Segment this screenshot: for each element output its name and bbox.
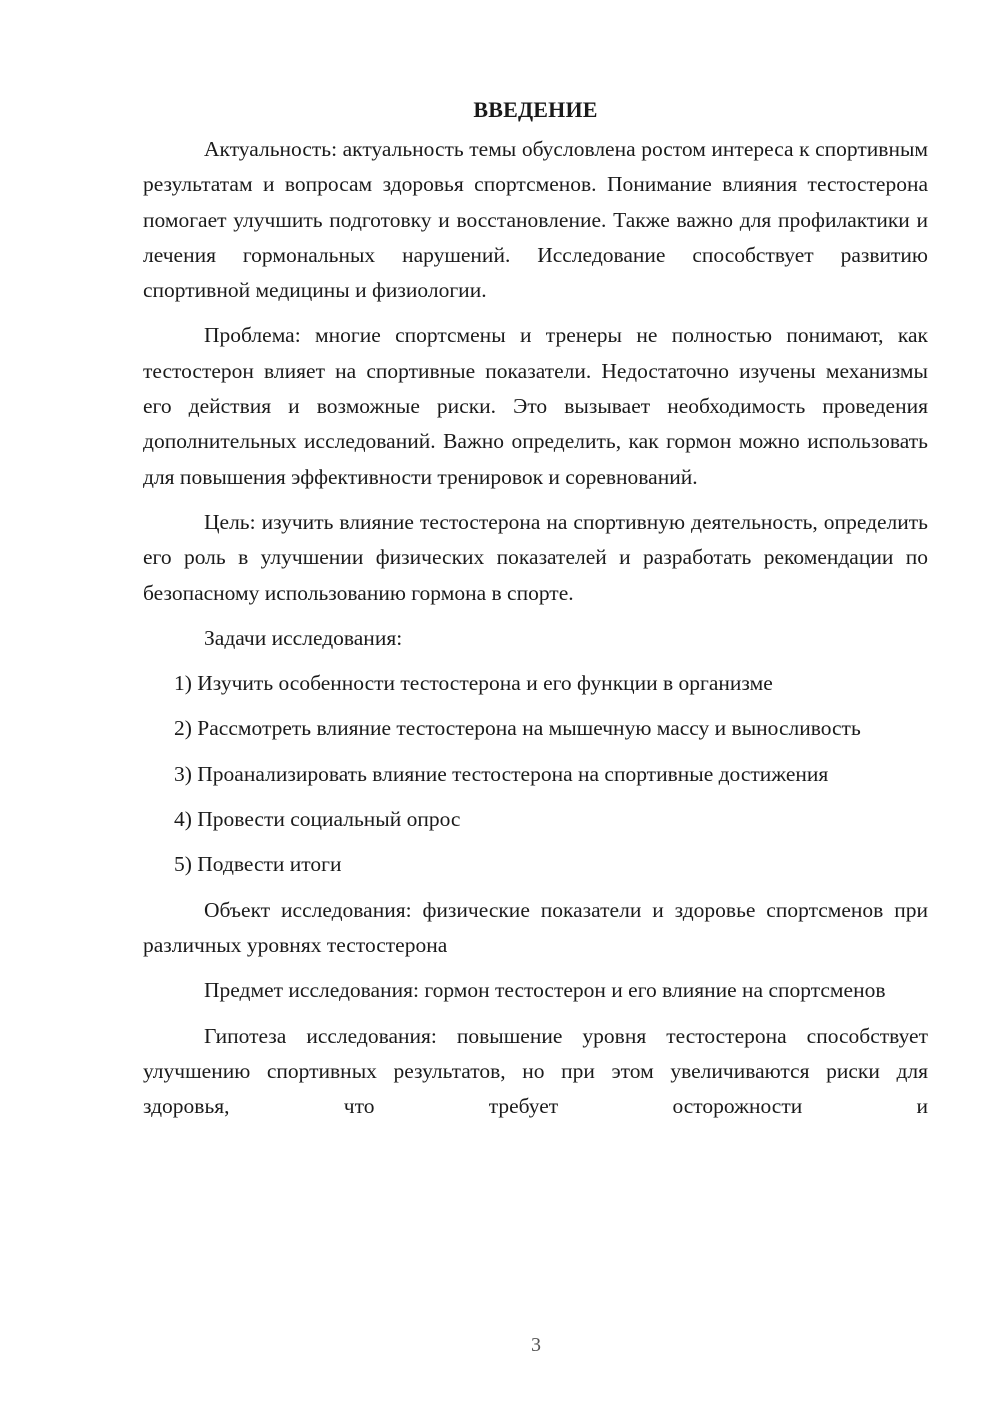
object-paragraph: Объект исследования: физические показатели и здоровье спортсменов при различных уровнях тестостерона xyxy=(143,897,928,957)
subject-paragraph: Предмет исследования: гормон тестостерон и его влияние на спортсменов xyxy=(204,978,886,1003)
task-item-2: 2) Рассмотреть влияние тестостерона на мышечную массу и выносливость xyxy=(174,716,861,741)
task-item-3: 3) Проанализировать влияние тестостерона на спортивные достижения xyxy=(174,761,829,786)
relevance-paragraph: Актуальность: актуальность темы обусловлена ростом интереса к спортивным результатам и вопросам здоровья спортсменов. Понимание влияния тестостерона помогает улучшить подготовку и восстановление. Также важно для профилактики и лечения гормональных нарушений. Исследование способствует развитию спортивной медицины и физиологии. xyxy=(143,137,928,303)
section-title: ВВЕДЕНИЕ xyxy=(473,97,598,122)
task-item-4: 4) Провести социальный опрос xyxy=(174,807,461,832)
task-item-1: 1) Изучить особенности тестостерона и его функции в организме xyxy=(174,671,773,696)
task-item-5: 5) Подвести итоги xyxy=(174,852,342,877)
hypothesis-paragraph: Гипотеза исследования: повышение уровня тестостерона способствует улучшению спортивных результатов, но при этом увеличиваются риски для здоровья, что требует осторожности и xyxy=(143,1023,928,1119)
problem-paragraph: Проблема: многие спортсмены и тренеры не полностью понимают, как тестостерон влияет на спортивные показатели. Недостаточно изучены механизмы его действия и возможные риски. Это вызывает необходимость проведения дополнительных исследований. Важно определить, как гормон можно использовать для повышения эффективности тренировок и соревнований. xyxy=(143,323,928,489)
tasks-heading: Задачи исследования: xyxy=(204,625,403,650)
document-page xyxy=(143,88,928,1124)
page-number: 3 xyxy=(531,1334,541,1356)
goal-paragraph: Цель: изучить влияние тестостерона на спортивную деятельность, определить его роль в улучшении физических показателей и разработать рекомендации по безопасному использованию гормона в спорте. xyxy=(143,509,928,605)
